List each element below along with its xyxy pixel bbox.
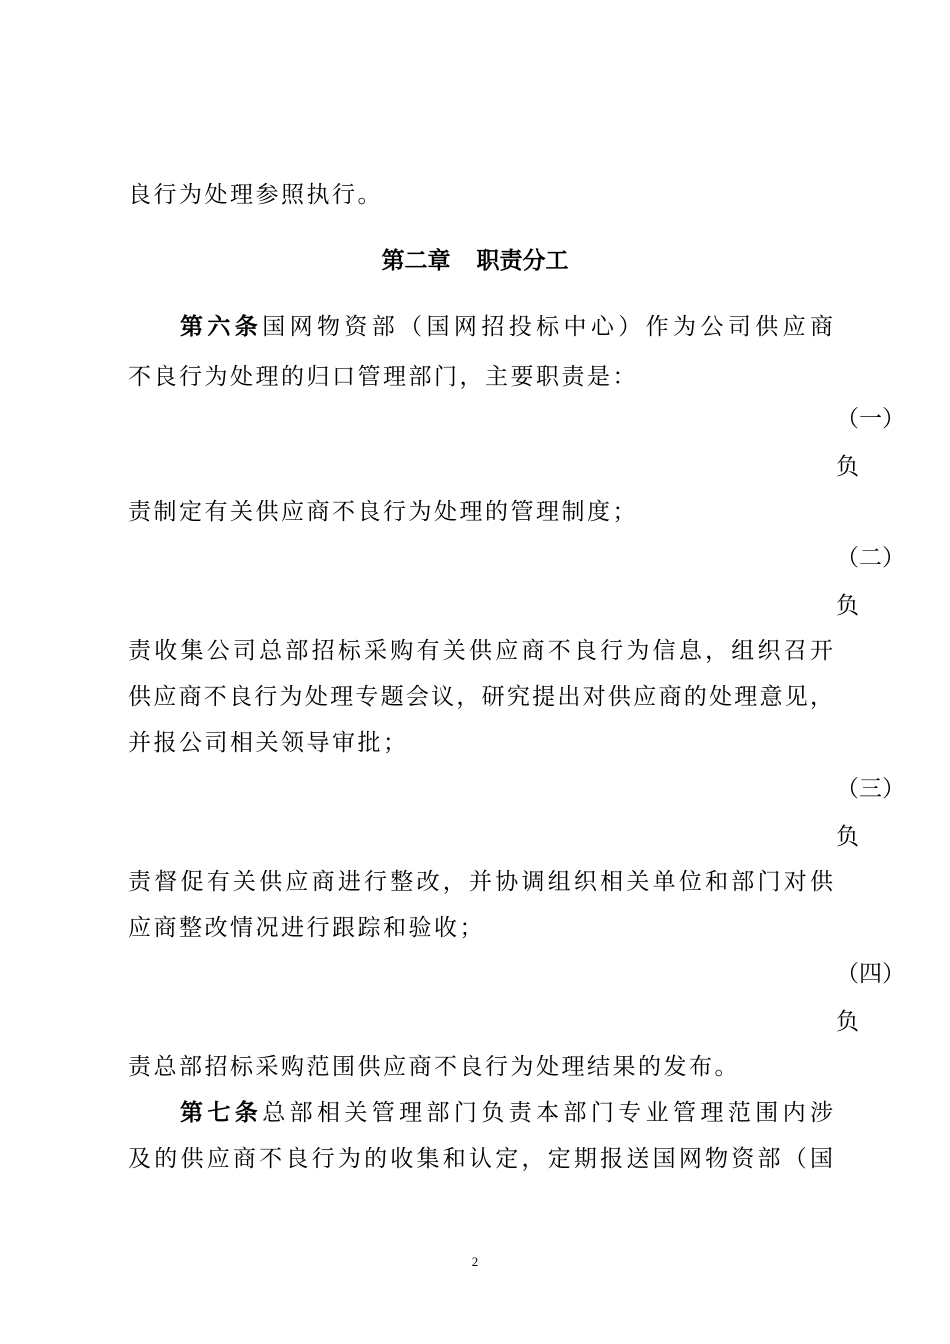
wrapped-char: 负 (836, 593, 862, 619)
text-line: 及的供应商不良行为的收集和认定，定期报送国网物资部（国 (128, 1146, 833, 1172)
text-line: 良行为处理参照执行。 (128, 182, 383, 208)
article-6-text: 国网物资部（国网招投标中心）作为公司供应商 (262, 314, 834, 340)
wrapped-char: 负 (836, 454, 862, 480)
item-marker-4: （四） (836, 961, 905, 987)
text-line: 责督促有关供应商进行整改，并协调组织相关单位和部门对供 (128, 869, 833, 895)
item-marker-1: （一） (836, 406, 905, 432)
chapter-heading (0, 246, 950, 276)
article-6-label: 第六条 (180, 314, 263, 340)
wrapped-char: 负 (836, 1009, 862, 1035)
item-marker-2: （二） (836, 545, 905, 571)
chapter-number: 第二章 (381, 248, 451, 274)
article-6-line (180, 312, 833, 342)
chapter-title: 职责分工 (476, 248, 569, 274)
page-number: 2 (471, 1254, 479, 1269)
text-line: 并报公司相关领导审批； (128, 730, 409, 756)
wrapped-char: 负 (836, 824, 862, 850)
text-line: 应商整改情况进行跟踪和验收； (128, 915, 485, 941)
text-line: 责收集公司总部招标采购有关供应商不良行为信息，组织召开 (128, 638, 833, 664)
text-line: 责制定有关供应商不良行为处理的管理制度； (128, 499, 638, 525)
text-line: 不良行为处理的归口管理部门，主要职责是： (128, 364, 638, 390)
text-line: 供应商不良行为处理专题会议，研究提出对供应商的处理意见， (128, 684, 833, 710)
article-7-text: 总部相关管理部门负责本部门专业管理范围内涉 (262, 1100, 834, 1126)
item-marker-3: （三） (836, 776, 905, 802)
text-line: 责总部招标采购范围供应商不良行为处理结果的发布。 (128, 1054, 740, 1080)
article-7-line (180, 1098, 833, 1128)
article-7-label: 第七条 (180, 1100, 263, 1126)
